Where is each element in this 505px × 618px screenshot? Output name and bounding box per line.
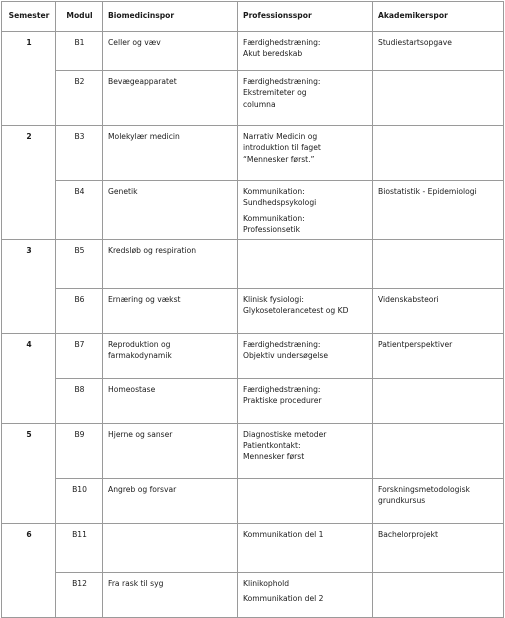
- biomedicinspor-cell: Kredsløb og respiration: [103, 239, 238, 288]
- biomedicinspor-cell: Celler og væv: [103, 32, 238, 71]
- semester-cell: 1: [2, 32, 56, 126]
- biomedicinspor-cell: Homeostase: [103, 378, 238, 423]
- table-row: [2, 71, 504, 126]
- semester-cell: 4: [2, 333, 56, 423]
- professionsspor-cell: [238, 32, 373, 71]
- professionsspor-line: Kommunikation del 1: [243, 529, 324, 539]
- table-row: [2, 181, 504, 240]
- akademikerspor-cell: Bachelorprojekt: [373, 523, 504, 572]
- semester-cell: 2: [2, 126, 56, 240]
- akademikerspor-line: Forskningsmetodologisk: [378, 484, 470, 494]
- modul-cell: B1: [56, 32, 103, 71]
- professionsspor-line: Færdighedstræning:: [243, 77, 321, 86]
- professionsspor-cell: [238, 181, 373, 240]
- professionsspor-cell: [238, 523, 373, 572]
- professionsspor-line: Professionsetik: [243, 225, 300, 235]
- table-row: [2, 126, 504, 181]
- modul-cell: B3: [56, 126, 103, 181]
- professionsspor-line: Narrativ Medicin og: [243, 132, 318, 141]
- modul-cell: B6: [56, 288, 103, 333]
- biomedicinspor-cell: Molekylær medicin: [103, 126, 238, 181]
- professionsspor-line: Færdighedstræning:: [243, 339, 321, 349]
- biomedicinspor-cell: Genetik: [103, 181, 238, 240]
- professionsspor-line: Klinikophold: [243, 578, 290, 588]
- table-row: [2, 478, 504, 523]
- header-modul: Modul: [56, 2, 103, 32]
- biomedicinspor-cell: Bevægeapparatet: [103, 71, 238, 126]
- professionsspor-line: Mennesker først: [243, 452, 305, 462]
- semester-cell: 5: [2, 423, 56, 523]
- professionsspor-line: Sundhedspsykologi: [243, 198, 317, 208]
- header-biomedicinspor: Biomedicinspor: [103, 2, 238, 32]
- modul-cell: B7: [56, 333, 103, 378]
- professionsspor-cell: [238, 288, 373, 333]
- professionsspor-line: Kommunikation:: [243, 187, 305, 196]
- header-row: [2, 2, 504, 32]
- modul-cell: B8: [56, 378, 103, 423]
- professionsspor-cell: [238, 333, 373, 378]
- professionsspor-cell: [238, 126, 373, 181]
- professionsspor-line: Færdighedstræning:: [243, 38, 321, 47]
- table-row: [2, 239, 504, 288]
- professionsspor-line: Objektiv undersøgelse: [243, 350, 329, 360]
- professionsspor-line: columna: [243, 99, 276, 109]
- akademikerspor-cell: [373, 423, 504, 478]
- table-row: [2, 572, 504, 617]
- table-row: [2, 32, 504, 71]
- semester-cell: 6: [2, 523, 56, 617]
- akademikerspor-cell: [373, 378, 504, 423]
- akademikerspor-cell: Videnskabsteori: [373, 288, 504, 333]
- akademikerspor-cell: [373, 71, 504, 126]
- akademikerspor-cell: [373, 126, 504, 181]
- biomedicinspor-cell: [103, 523, 238, 572]
- professionsspor-line: Glykosetolerancetest og KD: [243, 305, 349, 315]
- modul-cell: B5: [56, 239, 103, 288]
- biomedicinspor-line: farmakodynamik: [108, 350, 172, 360]
- semester-cell: 3: [2, 239, 56, 333]
- akademikerspor-cell: Biostatistik - Epidemiologi: [373, 181, 504, 240]
- modul-cell: B11: [56, 523, 103, 572]
- professionsspor-line: “Mennesker først.”: [243, 154, 315, 164]
- akademikerspor-line: grundkursus: [378, 495, 426, 505]
- professionsspor-cell: [238, 378, 373, 423]
- akademikerspor-cell: [373, 478, 504, 523]
- table-row: [2, 523, 504, 572]
- modul-cell: B10: [56, 478, 103, 523]
- curriculum-table: [1, 1, 504, 618]
- table-row: [2, 288, 504, 333]
- header-semester: Semester: [2, 2, 56, 32]
- biomedicinspor-cell: Fra rask til syg: [103, 572, 238, 617]
- professionsspor-line: Klinisk fysiologi:: [243, 294, 304, 304]
- biomedicinspor-line: Reproduktion og: [108, 339, 171, 349]
- table-row: [2, 333, 504, 378]
- modul-cell: B9: [56, 423, 103, 478]
- akademikerspor-cell: Studiestartsopgave: [373, 32, 504, 71]
- akademikerspor-cell: Patientperspektiver: [373, 333, 504, 378]
- table-row: [2, 378, 504, 423]
- professionsspor-cell: [238, 572, 373, 617]
- professionsspor-cell: [238, 478, 373, 523]
- biomedicinspor-cell: [103, 333, 238, 378]
- professionsspor-line: Praktiske procedurer: [243, 395, 322, 405]
- modul-cell: B12: [56, 572, 103, 617]
- biomedicinspor-cell: Ernæring og vækst: [103, 288, 238, 333]
- modul-cell: B4: [56, 181, 103, 240]
- table-row: [2, 423, 504, 478]
- professionsspor-line: Ekstremiteter og: [243, 88, 307, 98]
- modul-cell: B2: [56, 71, 103, 126]
- akademikerspor-cell: [373, 572, 504, 617]
- header-professionsspor: Professionsspor: [238, 2, 373, 32]
- professionsspor-cell: [238, 423, 373, 478]
- professionsspor-line: Kommunikation del 2: [243, 593, 324, 603]
- professionsspor-cell: [238, 71, 373, 126]
- professionsspor-line: Patientkontakt:: [243, 440, 301, 450]
- akademikerspor-cell: [373, 239, 504, 288]
- professionsspor-line: Diagnostiske metoder: [243, 429, 327, 439]
- professionsspor-line: introduktion til faget: [243, 143, 321, 153]
- biomedicinspor-cell: Angreb og forsvar: [103, 478, 238, 523]
- professionsspor-cell: [238, 239, 373, 288]
- biomedicinspor-cell: Hjerne og sanser: [103, 423, 238, 478]
- professionsspor-line: Færdighedstræning:: [243, 384, 321, 394]
- professionsspor-line: Kommunikation:: [243, 213, 305, 223]
- header-akademikerspor: Akademikerspor: [373, 2, 504, 32]
- professionsspor-line: Akut beredskab: [243, 49, 303, 59]
